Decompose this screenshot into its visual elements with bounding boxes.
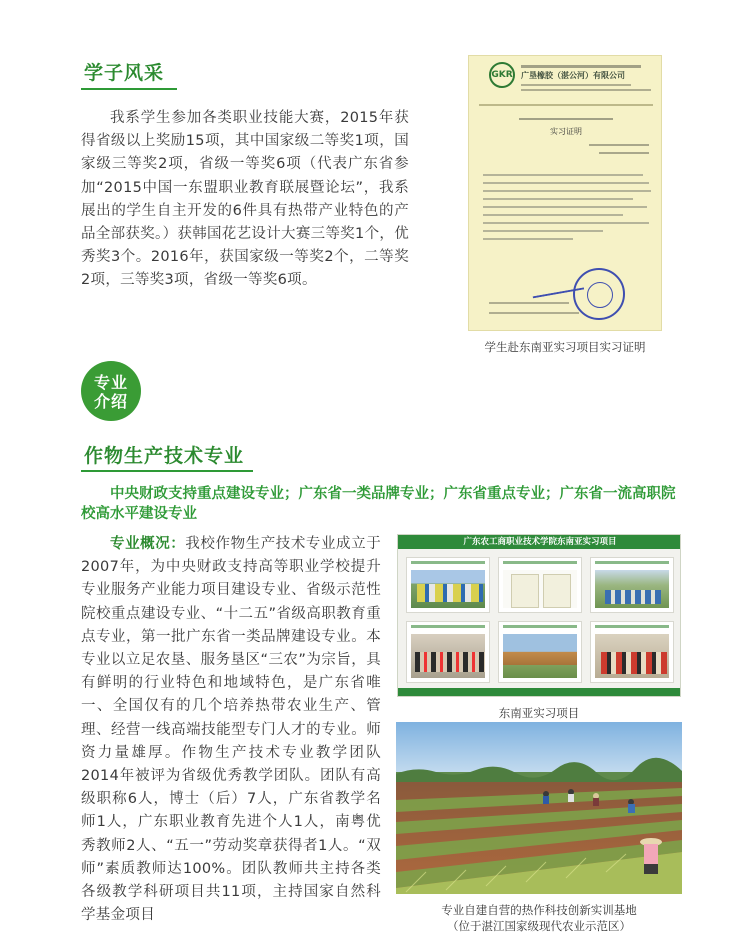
date-line-2 xyxy=(599,152,649,154)
field-caption-line-2: （位于湛江国家级现代农业示范区） xyxy=(447,919,631,933)
poster-panel xyxy=(590,557,674,613)
certificate-doc-title: 实习证明 xyxy=(550,127,582,136)
section-title-students: 学子风采 xyxy=(84,62,165,84)
date-line xyxy=(589,144,649,146)
section-title-underline xyxy=(81,470,253,472)
certificate-letterhead xyxy=(521,64,657,94)
company-logo-icon: GKR xyxy=(489,62,515,88)
poster-footer-band xyxy=(398,688,681,696)
signatory-line xyxy=(489,302,569,304)
major-overview-paragraph xyxy=(81,533,381,927)
southeast-asia-project-poster xyxy=(397,534,681,697)
poster-banner: 广东农工商职业技术学院东南亚实习项目 xyxy=(398,535,681,549)
signatory-line-2 xyxy=(489,312,579,314)
major-intro-badge xyxy=(81,361,141,421)
poster-caption: 东南亚实习项目 xyxy=(498,706,580,720)
field-caption-line-1: 专业自建自营的热作科技创新实训基地 xyxy=(441,903,637,917)
thai-title-line xyxy=(519,118,613,120)
poster-panel xyxy=(590,621,674,683)
company-seal-stamp xyxy=(573,268,625,320)
field-scene xyxy=(396,722,682,894)
students-paragraph: 我系学生参加各类职业技能大赛，2015年获得省级以上奖励15项，其中国家级二等奖1项，国家级三等奖2项，省级一等奖6项（代表广东省参加“2015中国一东盟职业教育联展暨论坛”，我系展出的学生自主开发的6件具有热带产业特色的产品全部获奖。）获韩国花艺设计大赛三等奖1个，优秀奖3个。2016年，获国家级一等奖2个，二等奖2项，三等奖3项，省级一等奖6项。 xyxy=(81,110,409,289)
certificate-company-name: 广垦橡胶（湛公河）有限公司 xyxy=(521,71,625,80)
overview-lead: 专业概况： xyxy=(110,536,186,552)
poster-panel xyxy=(406,557,490,613)
letterhead-divider xyxy=(479,104,653,106)
internship-certificate-image xyxy=(468,55,662,331)
certificate-caption: 学生赴东南亚实习项目实习证明 xyxy=(484,340,646,354)
badge-line-1: 专业 xyxy=(93,373,128,392)
section-title-underline xyxy=(81,88,177,90)
training-base-field-photo xyxy=(396,722,682,894)
major-honors-subhead: 中央财政支持重点建设专业；广东省一类品牌专业；广东省重点专业；广东省一流高职院校高水平建设专业 xyxy=(81,486,676,522)
field-caption xyxy=(396,902,682,934)
certificate-body-text xyxy=(483,174,651,246)
poster-panel xyxy=(498,621,582,683)
poster-panel xyxy=(406,621,490,683)
section-title-major: 作物生产技术专业 xyxy=(84,445,245,467)
poster-panel xyxy=(498,557,582,613)
badge-line-2: 介绍 xyxy=(93,392,128,411)
overview-text: 我校作物生产技术专业成立于2007年，为中央财政支持高等职业学校提升专业服务产业能力项目建设专业、省级示范性院校重点建设专业、“十二五”省级高职教育重点专业，第一批广东省一类品牌建设专业。本专业以立足农垦、服务垦区“三农”为宗旨，具有鲜明的行业特色和地域特色，是广东省唯一、全国仅有的几个培养热带农业生产、管理、经营一线高端技能型专门人才的专业。师资力量雄厚。作物生产技术专业教学团队2014年被评为省级优秀教学团队。团队有高级职称6人，博士（后）7人，广东省教学名师1人，广东职业教育先进个人1人，南粤优秀教师2人、“五一”劳动奖章获得者1人。“双师”素质教师达100%。团队教师共主持各类各级教学科研项目共11项，主持国家自然科学基金项目 xyxy=(81,536,382,924)
